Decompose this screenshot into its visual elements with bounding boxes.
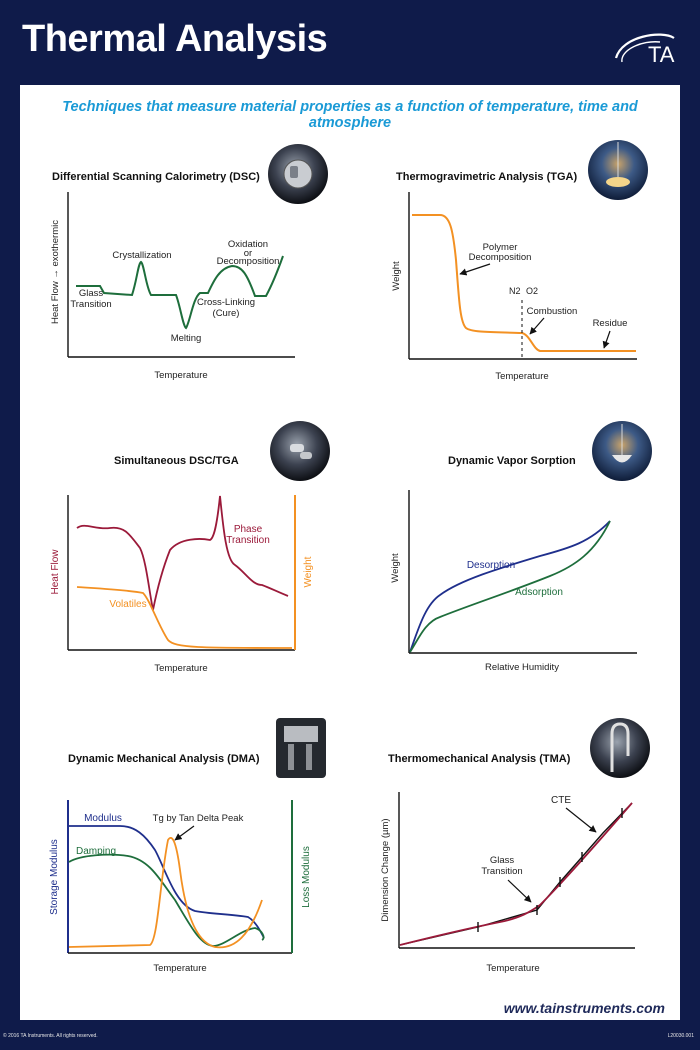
dma-title: Dynamic Mechanical Analysis (DMA) xyxy=(68,753,260,765)
dsc-title: Differential Scanning Calorimetry (DSC) xyxy=(52,171,260,183)
tga-panel xyxy=(391,140,648,382)
sdt-label-phase-1: Phase xyxy=(233,524,263,535)
tga-xlabel: Temperature xyxy=(495,371,549,382)
sdt-weight-curve xyxy=(77,587,292,648)
tma-label-glass-2: Transition xyxy=(481,866,523,877)
dsc-label-crystallization: Crystallization xyxy=(112,250,172,261)
sdt-heatflow-curve xyxy=(77,496,288,610)
dvs-label-desorption: Desorption xyxy=(466,560,516,571)
website-link[interactable]: www.tainstruments.com xyxy=(503,1000,665,1016)
tga-label-o2: O2 xyxy=(526,286,539,296)
dsc-label-glass-1: Glass xyxy=(78,288,104,299)
logo-text: TA xyxy=(648,42,675,67)
tma-panel xyxy=(380,718,650,974)
dma-damping-curve xyxy=(69,855,264,946)
sdt-ylabel-right: Weight xyxy=(303,556,314,588)
dsc-xlabel: Temperature xyxy=(154,370,208,381)
dma-xlabel: Temperature xyxy=(153,963,207,974)
sdt-ylabel-left: Heat Flow xyxy=(50,549,61,595)
dvs-adsorption-curve xyxy=(410,521,610,652)
subtitle: Techniques that measure material properties as a function of temperature, time and atmosphere xyxy=(62,99,638,131)
dvs-xlabel: Relative Humidity xyxy=(485,662,559,673)
tga-title: Thermogravimetric Analysis (TGA) xyxy=(396,171,578,183)
dma-label-tg: Tg by Tan Delta Peak xyxy=(152,813,244,824)
sdt-label-volatiles: Volatiles xyxy=(109,599,147,610)
dvs-panel xyxy=(390,421,652,673)
dsc-label-oxidation-2: or xyxy=(243,248,253,259)
sdt-xlabel: Temperature xyxy=(154,663,208,674)
tma-ylabel: Dimension Change (µm) xyxy=(380,818,391,922)
dma-label-damping: Damping xyxy=(75,846,117,857)
tma-instrument-image xyxy=(590,718,650,778)
tga-label-polymer-1: Polymer xyxy=(482,242,518,253)
document-code: L20030.001 xyxy=(667,1033,694,1039)
sdt-title: Simultaneous DSC/TGA xyxy=(114,455,239,467)
dma-label-modulus: Modulus xyxy=(84,813,122,824)
dsc-ylabel: Heat Flow → exothermic xyxy=(50,219,61,325)
dsc-panel xyxy=(50,144,328,381)
tga-label-n2: N2 xyxy=(509,286,521,296)
dsc-label-oxidation-3: Decomposition xyxy=(216,256,280,267)
sdt-panel xyxy=(50,421,330,674)
tga-label-combustion: Combustion xyxy=(526,306,578,317)
dsc-label-glass-2: Transition xyxy=(70,299,112,310)
dma-panel xyxy=(49,718,326,974)
tma-label-cte: CTE xyxy=(551,795,571,806)
dsc-label-oxidation-1: Oxidation xyxy=(227,239,269,250)
dvs-ylabel: Weight xyxy=(390,553,401,583)
tma-title: Thermomechanical Analysis (TMA) xyxy=(388,753,571,765)
copyright: © 2016 TA Instruments. All rights reserved. xyxy=(3,1033,98,1039)
tga-ylabel: Weight xyxy=(391,261,402,291)
dvs-title: Dynamic Vapor Sorption xyxy=(448,455,576,467)
tga-label-polymer-2: Decomposition xyxy=(468,252,532,263)
dma-ylabel-left: Storage Modulus xyxy=(49,839,60,915)
dsc-label-melting: Melting xyxy=(170,333,202,344)
dma-ylabel-right: Loss Modulus xyxy=(301,846,312,908)
dvs-desorption-curve xyxy=(410,521,610,652)
dma-modulus-curve xyxy=(69,826,264,938)
tma-label-glass-1: Glass xyxy=(489,855,515,866)
tga-curve xyxy=(412,215,636,351)
dsc-label-crosslinking-1: Cross-Linking xyxy=(196,297,256,308)
page-title: Thermal Analysis xyxy=(22,18,328,60)
tga-label-residue: Residue xyxy=(592,318,628,329)
tma-xlabel: Temperature xyxy=(486,963,540,974)
dvs-label-adsorption: Adsorption xyxy=(515,587,563,598)
dsc-label-crosslinking-2: (Cure) xyxy=(212,308,240,319)
sdt-label-phase-2: Transition xyxy=(226,535,270,546)
